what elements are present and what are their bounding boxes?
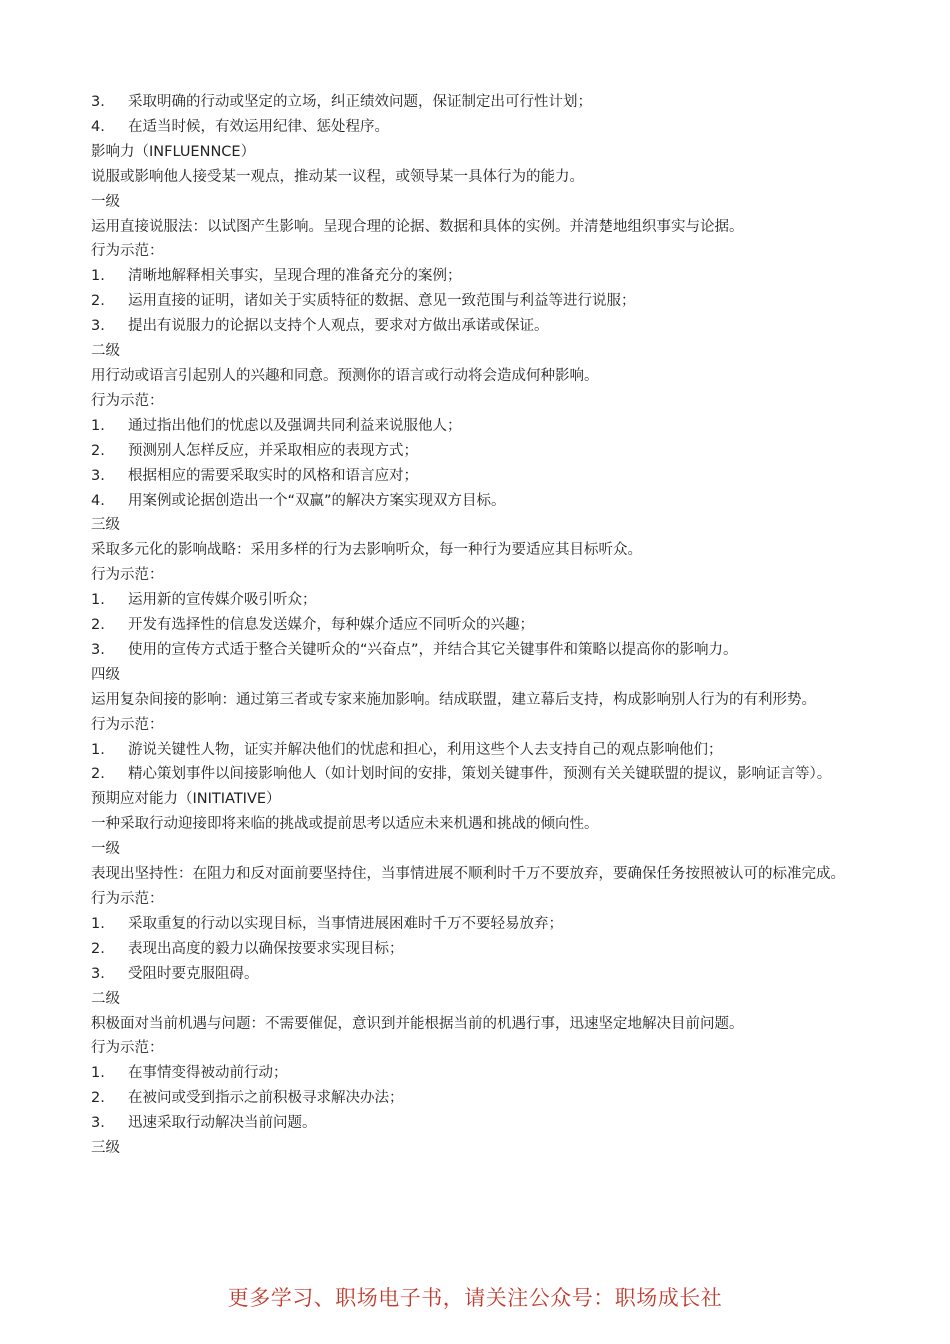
- list-item-text: 游说关键性人物，证实并解决他们的忧虑和担心，利用这些个人去支持自己的观点影响他们；: [128, 741, 723, 758]
- paragraph: 三级: [91, 1140, 120, 1157]
- paragraph: 行为示范：: [91, 716, 164, 733]
- list-item-number: 4.: [91, 118, 105, 135]
- list-item: [91, 414, 866, 439]
- list-item: [91, 962, 866, 987]
- list-item-number: 1.: [91, 417, 105, 434]
- list-item: [91, 762, 866, 787]
- paragraph: 采取多元化的影响战略：采用多样的行为去影响听众，每一种行为要适应其目标听众。: [91, 542, 642, 559]
- paragraph: 二级: [91, 990, 120, 1007]
- paragraph: 一种采取行动迎接即将来临的挑战或提前思考以适应未来机遇和挑战的倾向性。: [91, 816, 599, 833]
- paragraph: 三级: [91, 517, 120, 534]
- list-item-text: 运用直接的证明，诸如关于实质特征的数据、意见一致范围与利益等进行说服；: [128, 293, 636, 310]
- list-item-number: 2.: [91, 1090, 105, 1107]
- paragraph: 影响力（INFLUENNCE）: [91, 143, 256, 160]
- paragraph: 用行动或语言引起别人的兴趣和同意。预测你的语言或行动将会造成何种影响。: [91, 367, 599, 384]
- list-item-text: 使用的宣传方式适于整合关键听众的“兴奋点”，并结合其它关键事件和策略以提高你的影响力。: [128, 641, 738, 658]
- paragraph: 二级: [91, 343, 120, 360]
- list-item-number: 1.: [91, 741, 105, 758]
- list-item-number: 3.: [91, 94, 105, 110]
- list-item-text: 在适当时候，有效运用纪律、惩处程序。: [128, 118, 389, 135]
- list-item: [91, 937, 866, 962]
- paragraph: 行为示范：: [91, 1040, 164, 1057]
- list-item-number: 2.: [91, 617, 105, 634]
- list-item: [91, 588, 866, 613]
- list-item-text: 受阻时要克服阻碍。: [128, 965, 259, 982]
- list-item-text: 迅速采取行动解决当前问题。: [128, 1115, 317, 1132]
- document-body: [91, 90, 866, 1161]
- list-item-number: 2.: [91, 940, 105, 957]
- list-item-text: 采取重复的行动以实现目标，当事情进展困难时千万不要轻易放弃；: [128, 915, 563, 932]
- paragraph: 运用复杂间接的影响：通过第三者或专家来施加影响。结成联盟，建立幕后支持，构成影响别人行为的有利形势。: [91, 691, 816, 708]
- list-item: [91, 1086, 866, 1111]
- paragraph: 一级: [91, 193, 120, 210]
- list-item: [91, 638, 866, 663]
- list-item: [91, 738, 866, 763]
- list-item-text: 开发有选择性的信息发送媒介，每种媒介适应不同听众的兴趣；: [128, 617, 534, 634]
- list-item-text: 运用新的宣传媒介吸引听众；: [128, 592, 317, 609]
- list-item-number: 1.: [91, 915, 105, 932]
- list-item-number: 2.: [91, 293, 105, 310]
- list-item-number: 3.: [91, 1115, 105, 1132]
- paragraph: 说服或影响他人接受某一观点，推动某一议程，或领导某一具体行为的能力。: [91, 168, 584, 185]
- paragraph: 行为示范：: [91, 392, 164, 409]
- list-item: [91, 439, 866, 464]
- list-item: [91, 289, 866, 314]
- list-item-text: 表现出高度的毅力以确保按要求实现目标；: [128, 940, 404, 957]
- list-item-text: 精心策划事件以间接影响他人（如计划时间的安排，策划关键事件，预测有关关键联盟的提议，影响证言等）。: [128, 766, 832, 783]
- list-item-text: 用案例或论据创造出一个“双赢”的解决方案实现双方目标。: [128, 492, 506, 509]
- paragraph: 运用直接说服法：以试图产生影响。呈现合理的论据、数据和具体的实例。并清楚地组织事实与论据。: [91, 218, 744, 235]
- list-item: [91, 264, 866, 289]
- list-item-number: 3.: [91, 318, 105, 335]
- list-item-text: 在被问或受到指示之前积极寻求解决办法；: [128, 1090, 404, 1107]
- paragraph: 行为示范：: [91, 891, 164, 907]
- list-item-text: 通过指出他们的忧虑以及强调共同利益来说服他人；: [128, 417, 462, 434]
- list-item-number: 4.: [91, 492, 105, 509]
- list-item-text: 根据相应的需要采取实时的风格和语言应对；: [128, 467, 418, 484]
- list-item-number: 2.: [91, 766, 105, 783]
- list-item-text: 在事情变得被动前行动；: [128, 1065, 288, 1082]
- list-item-text: 采取明确的行动或坚定的立场，纠正绩效问题，保证制定出可行性计划；: [128, 94, 592, 110]
- list-item: [91, 1061, 866, 1086]
- list-item-number: 3.: [91, 467, 105, 484]
- paragraph: 行为示范：: [91, 567, 164, 584]
- list-item: [91, 464, 866, 489]
- list-item-number: 1.: [91, 592, 105, 609]
- list-item-number: 1.: [91, 1065, 105, 1082]
- list-item-number: 2.: [91, 442, 105, 459]
- paragraph: 表现出坚持性：在阻力和反对面前要坚持住，当事情进展不顺利时千万不要放弃，要确保任务按照被认可的标准完成。: [91, 866, 845, 883]
- list-item: [91, 613, 866, 638]
- list-item-number: 3.: [91, 641, 105, 658]
- list-item: [91, 1111, 866, 1136]
- paragraph: 预期应对能力（INITIATIVE）: [91, 791, 281, 808]
- paragraph: 一级: [91, 841, 120, 858]
- paragraph: 积极面对当前机遇与问题：不需要催促，意识到并能根据当前的机遇行事，迅速坚定地解决目前问题。: [91, 1015, 744, 1032]
- list-item-text: 清晰地解释相关事实，呈现合理的准备充分的案例；: [128, 268, 462, 285]
- list-item: [91, 115, 866, 140]
- list-item: [91, 314, 866, 339]
- list-item-text: 预测别人怎样反应，并采取相应的表现方式；: [128, 442, 418, 459]
- paragraph: 行为示范：: [91, 243, 164, 260]
- paragraph: 四级: [91, 666, 120, 683]
- footer-promo: 更多学习、职场电子书，请关注公众号：职场成长社: [227, 1286, 723, 1310]
- list-item: [91, 912, 866, 937]
- list-item: [91, 489, 866, 514]
- list-item-number: 3.: [91, 965, 105, 982]
- list-item: [91, 90, 866, 115]
- list-item-text: 提出有说服力的论据以支持个人观点，要求对方做出承诺或保证。: [128, 318, 549, 335]
- list-item-number: 1.: [91, 268, 105, 285]
